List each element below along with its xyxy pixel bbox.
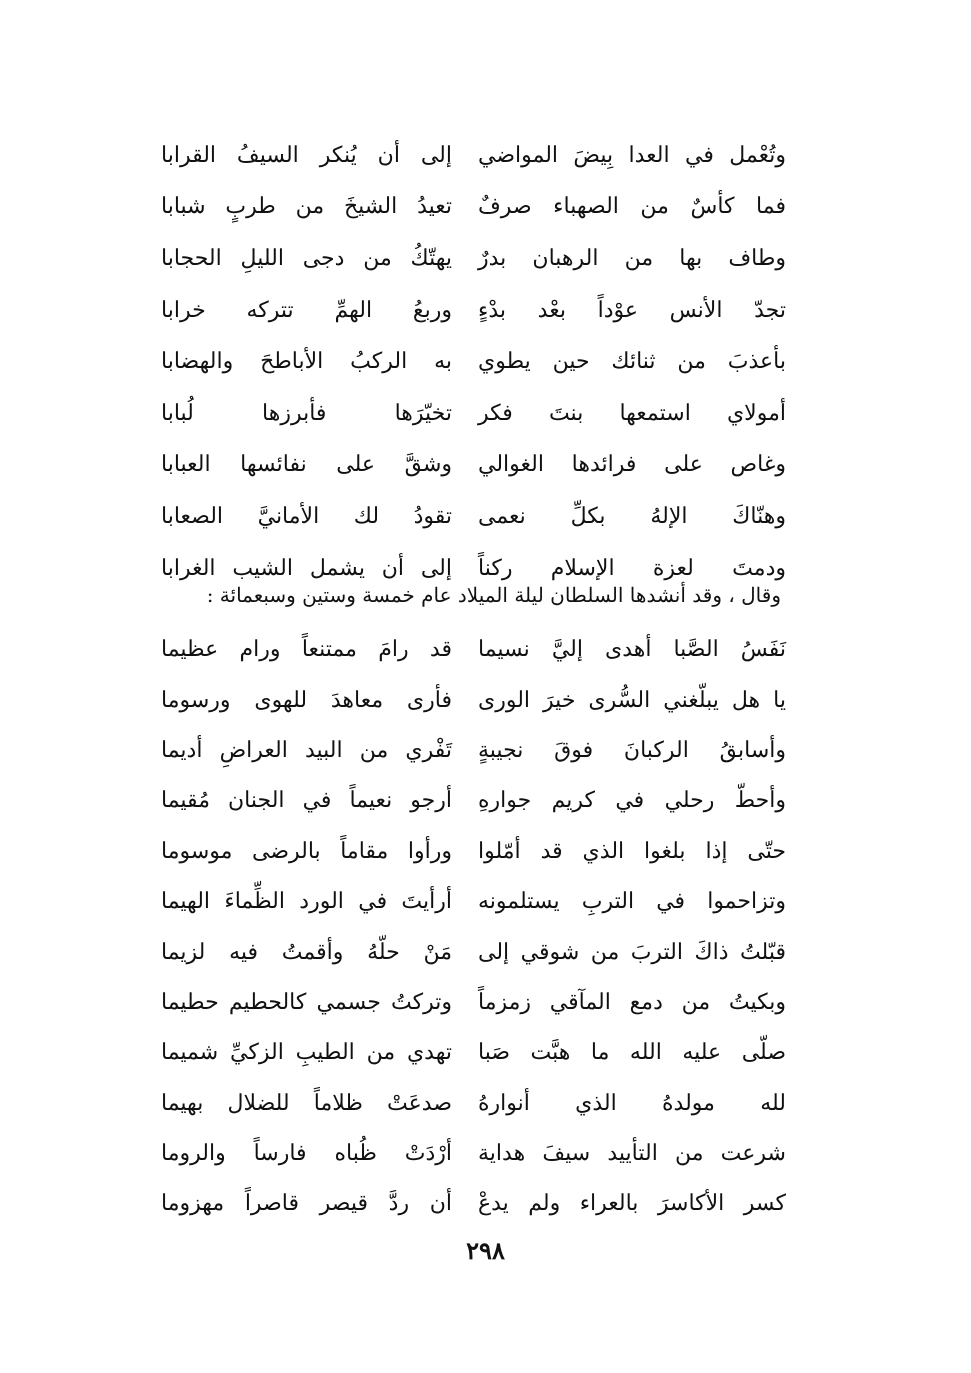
verse [161,388,786,440]
verse-first-hemistich: يا هل يبلّغني السُّرى خيرَ الورى [478,687,786,713]
verse [161,491,786,543]
verse-first-hemistich: نَفَسُ الصَّبا أهدى إليَّ نسيما [478,637,786,663]
verse-first-hemistich: وتُعْمل في العدا بِيضَ المواضي [478,142,786,168]
verse-first-hemistich: وبكيتُ من دمع المآقي زمزماً [478,989,786,1015]
verse-first-hemistich: فما كأسٌ من الصهباء صرفٌ [478,194,786,220]
verse-second-hemistich: وتركتُ جسمي كالحطيم حطيما [161,989,452,1015]
verse-first-hemistich: شرعت من التأييد سيفَ هداية [478,1141,786,1167]
verse [161,927,786,977]
verse [161,625,786,675]
verse-first-hemistich: حتّى إذا بلغوا الذي قد أمّلوا [478,838,786,864]
verse-second-hemistich: فأرى معاهدَ للهوى ورسوما [161,687,452,713]
verse [161,877,786,927]
verse-first-hemistich: وأحطّ رحلي في كريم جوارهِ [478,788,786,814]
verse-first-hemistich: كسر الأكاسرَ بالعراء ولم يدعْ [478,1191,786,1217]
verse-second-hemistich: يهتّكُ من دجى الليلِ الحجابا [161,245,452,271]
verse-first-hemistich: وأسابقُ الركبانَ فوقَ نجيبةٍ [478,737,786,763]
verse-second-hemistich: تقودُ لك الأمانيَّ الصعابا [161,503,452,529]
verse [161,978,786,1028]
verse-first-hemistich: بأعذبَ من ثنائك حين يطوي [478,349,786,375]
verse [161,440,786,492]
verse-second-hemistich: تهدي من الطيبِ الزكيِّ شميما [161,1040,452,1066]
verse [161,182,786,234]
verse-first-hemistich: لله مولدهُ الذي أنوارهُ [478,1090,786,1116]
verse-first-hemistich: قبّلتُ ذاكَ التربَ من شوقي إلى [478,939,786,965]
verse-first-hemistich: وهنّاكَ الإلهُ بكلِّ نعمى [478,503,786,529]
verse [161,827,786,877]
verse [161,1079,786,1129]
verse-second-hemistich: أرجو نعيماً في الجنان مُقيما [161,788,452,814]
verse [161,1129,786,1179]
verse-second-hemistich: تعيدُ الشيخَ من طربٍ شبابا [161,194,452,220]
verse-second-hemistich: صدعَتْ ظلاماً للضلال بهيما [161,1090,452,1116]
verse-second-hemistich: وربعُ الهمِّ تتركه خرابا [161,297,452,323]
poem-intro-line: وقال ، وقد أنشدها السلطان ليلة الميلاد عام خمسة وستين وسبعمائة : [206,583,781,607]
verse-second-hemistich: إلى أن يُنكر السيفُ القرابا [161,142,452,168]
verse-first-hemistich: صلّى عليه الله ما هبَّت صَبا [478,1040,786,1066]
verse [161,336,786,388]
verse [161,233,786,285]
verse-second-hemistich: أرْدَتْ ظُباه فارساً والروما [161,1141,452,1167]
poem-second [161,625,786,1230]
verse [161,1179,786,1229]
poem-first [161,130,786,594]
page-number: ٢٩٨ [466,1236,505,1265]
verse-second-hemistich: ورأوا مقاماً بالرضى موسوما [161,838,452,864]
verse-first-hemistich: تجدّ الأنس عوْداً بعْد بدْءٍ [478,297,786,323]
verse-second-hemistich: قد رامَ ممتنعاً ورام عظيما [161,637,452,663]
verse [161,675,786,725]
verse-second-hemistich: أرأيتَ في الورد الظِّماءَ الهيما [161,889,452,915]
verse-second-hemistich: به الركبُ الأباطحَ والهضابا [161,349,452,375]
verse [161,130,786,182]
verse-first-hemistich: ودمتَ لعزة الإسلام ركناً [478,555,786,581]
verse-second-hemistich: مَنْ حلّهُ وأقمتُ فيه لزيما [161,939,452,965]
verse-first-hemistich: وغاص على فرائدها الغوالي [478,452,786,478]
verse-second-hemistich: تَفْري من البيد العراضِ أديما [161,737,452,763]
verse [161,1028,786,1078]
verse-second-hemistich: أن ردَّ قيصر قاصراً مهزوما [161,1191,452,1217]
verse-second-hemistich: تخيّرَها فأبرزها لُبابا [161,400,452,426]
verse [161,726,786,776]
verse-first-hemistich: وتزاحموا في التربِ يستلمونه [478,889,786,915]
verse-second-hemistich: وشقَّ على نفائسها العبابا [161,452,452,478]
verse-first-hemistich: وطاف بها من الرهبان بدرٌ [478,245,786,271]
verse-second-hemistich: إلى أن يشمل الشيب الغرابا [161,555,452,581]
verse [161,776,786,826]
verse [161,285,786,337]
verse-first-hemistich: أمولاي استمعها بنتَ فكر [478,400,786,426]
